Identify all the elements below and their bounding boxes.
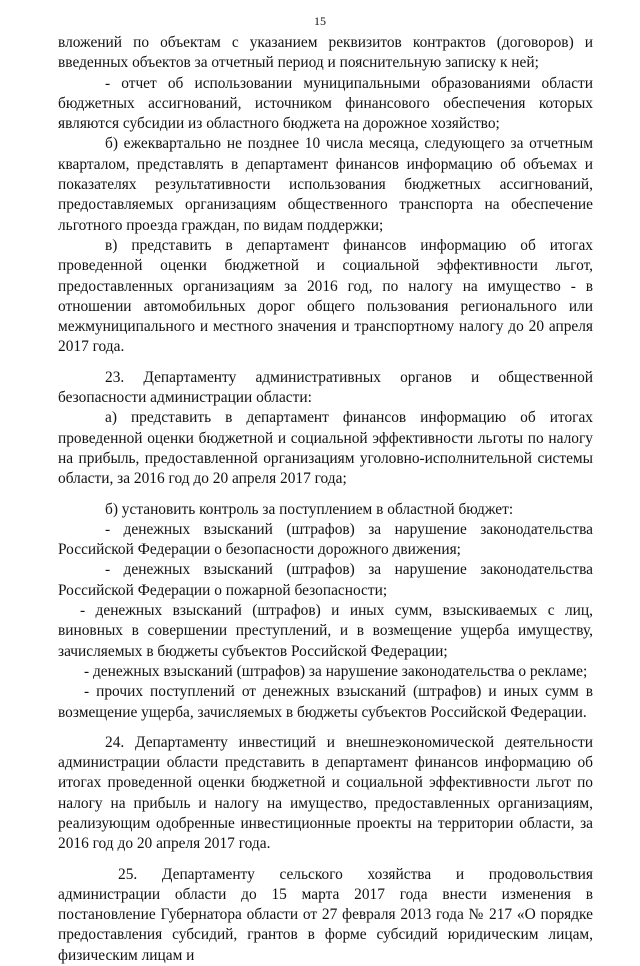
list-item-criminal-damages: - денежных взысканий (штрафов) и иных сумм, взыскиваемых с лиц, виновных в совершении преступлений, и в возмещение ущерба имуществу, зачисляемых в бюджеты субъектов Российской Федерации;: [58, 602, 593, 660]
paragraph-quarterly-report: б) ежеквартально не позднее 10 числа месяца, следующего за отчетным кварталом, представлять в департамент финансов информацию об объемах и показателях результативности использования бюджетных ассигнований, предоставляемых организациям общественного транспорта на обеспечение льготного проезда граждан, по видам поддержки;: [58, 135, 593, 234]
list-item-advertising-fines: - денежных взысканий (штрафов) за нарушение законодательства о рекламе;: [84, 662, 588, 680]
list-item-traffic-fines: - денежных взысканий (штрафов) за нарушение законодательства Российской Федерации о безопасности дорожного движения;: [58, 520, 593, 559]
list-item-other-fines: - прочих поступлений от денежных взысканий (штрафов) и иных сумм в возмещение ущерба, зачисляемых в бюджеты субъектов Российской Федерации.: [58, 683, 593, 721]
paragraph-subsidy-report: - отчет об использовании муниципальными образованиями области бюджетных ассигнований, источником финансового обеспечения которых являются субсидии из областного бюджета на дорожное хозяйство;: [58, 74, 593, 133]
page-number: 15: [314, 14, 326, 28]
paragraph-23a: а) представить в департамент финансов информацию об итогах проведенной оценки бюджетной и социальной эффективности льготы по налогу на прибыль, предоставленной организациям уголовно-исполнительной системы области, за 2016 год до 20 апреля 2017 года;: [58, 409, 593, 488]
paragraph-transport-benefits: в) представить в департамент финансов информацию об итогах проведенной оценки бюджетной и социальной эффективности льгот, предоставленных организациям за 2016 год, по налогу на имущество - в отношении автомобильных дорог общего пользования регионального или межмуниципального и местного значения и транспортному налогу до 20 апреля 2017 года.: [58, 236, 593, 356]
document-body: [58, 33, 593, 966]
paragraph-item-25: 25. Департаменту сельского хозяйства и продовольствия администрации области до 15 марта 2017 года внести изменения в постановление Губернатора области от 27 февраля 2013 года № 217 «О порядке предоставления субсидий, грантов в форме субсидий юридическим лицам, физическим лицам и: [58, 865, 593, 964]
paragraph-item-24: 24. Департаменту инвестиций и внешнеэкономической деятельности администрации области представить в департамент финансов информацию об итогах проведенной оценки бюджетной и социальной эффективности льгот по налогу на прибыль и налогу на имущество, предоставленных организациям, реализующим одобренные инвестиционные проекты на территории области, за 2016 год до 20 апреля 2017 года.: [58, 733, 593, 853]
paragraph-23b: б) установить контроль за поступлением в областной бюджет:: [105, 500, 514, 518]
paragraph-continuation: вложений по объектам с указанием реквизитов контрактов (договоров) и введенных объектов за отчетный период и пояснительную записку к ней;: [58, 34, 593, 72]
list-item-fire-fines: - денежных взысканий (штрафов) за нарушение законодательства Российской Федерации о пожарной безопасности;: [58, 561, 593, 599]
paragraph-item-23: 23. Департаменту административных органов и общественной безопасности администрации области:: [58, 368, 593, 407]
